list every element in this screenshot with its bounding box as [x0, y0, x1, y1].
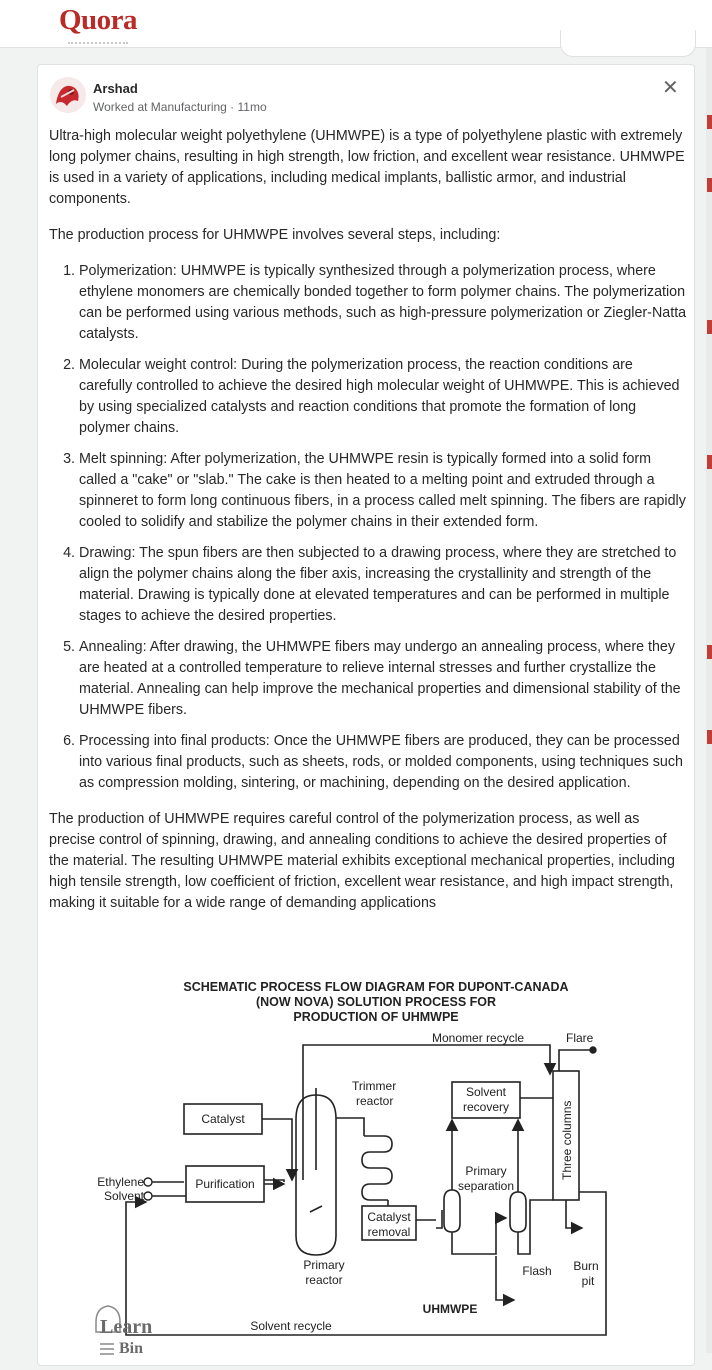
edge-mark	[707, 115, 712, 129]
monomer-recycle-label: Monomer recycle	[432, 1031, 525, 1045]
diagram-title-line: (NOW NOVA) SOLUTION PROCESS FOR	[255, 995, 497, 1009]
burn-pit-label: pit	[581, 1274, 595, 1288]
list-item: 5. Annealing: After drawing, the UHMWPE fibers may undergo an annealing process, where they are heated at a controlled temperature to relieve internal stresses and further crystallize the material. Annealing can help improve the mechanical properties and dimensional stability of the UHMWPE fibers.	[79, 637, 689, 721]
purification-label: Purification	[195, 1177, 255, 1191]
catalyst-removal-label: removal	[367, 1225, 411, 1239]
edge-mark	[707, 455, 712, 469]
primary-separation-label: Primary	[465, 1164, 507, 1178]
list-item: 1. Polymerization: UHMWPE is typically synthesized through a polymerization process, where ethylene monomers are chemically bonded together to form polymer chains. The polymerization can be performed using various methods, such as high-pressure polymerization or Ziegler-Natta catalysts.	[79, 261, 689, 345]
avatar[interactable]	[50, 77, 86, 113]
edge-mark	[707, 178, 712, 192]
right-scroll-edge	[706, 48, 712, 1353]
solvent-recovery-label: recovery	[462, 1100, 510, 1114]
diagram-title-line: SCHEMATIC PROCESS FLOW DIAGRAM FOR DUPONT-CANADA	[183, 980, 569, 994]
learnbin-watermark	[96, 1306, 152, 1357]
author-credential[interactable]: Worked at Manufacturing · 11mo	[93, 100, 267, 114]
author-name[interactable]: Arshad	[93, 81, 138, 96]
top-pill-button[interactable]	[560, 30, 696, 57]
solvent-recovery-label: Solvent	[465, 1085, 507, 1099]
flash-label: Flash	[522, 1264, 552, 1278]
primary-reactor-label: reactor	[305, 1273, 343, 1287]
trimmer-reactor-label: reactor	[356, 1094, 394, 1108]
answer-card	[37, 64, 695, 1366]
edge-mark	[707, 645, 712, 659]
catalyst-label: Catalyst	[201, 1112, 245, 1126]
list-item: 3. Melt spinning: After polymerization, the UHMWPE resin is typically formed into a solid form called a "cake" or "slab." The cake is then heated to a melting point and extruded through a spinneret to form long continuous fibers, in a process called melt spinning. The fibers are rapidly cooled to solidify and stabilize the polymer chains in their extended form.	[79, 449, 689, 533]
process-flow-diagram[interactable]	[66, 970, 666, 1365]
flare-label: Flare	[566, 1031, 594, 1045]
answer-content	[49, 126, 689, 929]
edge-mark	[707, 320, 712, 334]
quora-logo[interactable]: Quora	[59, 4, 138, 36]
intro-paragraph: Ultra-high molecular weight polyethylene (UHMWPE) is a type of polyethylene plastic with extremely long polymer chains, resulting in high strength, low friction, and excellent wear resistance. UHMWPE is used in a variety of applications, including medical implants, ballistic armor, and industrial components.	[49, 128, 685, 207]
solvent-label: Solvent	[103, 1189, 144, 1203]
conclusion-paragraph: The production of UHMWPE requires careful control of the polymerization process, as well as precise control of spinning, drawing, and annealing conditions to achieve the desired properties of the material. The resulting UHMWPE material exhibits exceptional mechanical properties, including high tensile strength, low coefficient of friction, excellent wear resistance, and high impact strength, making it suitable for a wide range of demanding applications	[49, 811, 675, 911]
burn-pit-label: Burn	[573, 1259, 599, 1273]
steps-list	[49, 261, 689, 794]
diagram-title-line: PRODUCTION OF UHMWPE	[293, 1010, 459, 1024]
uhmwpe-product-label: UHMWPE	[422, 1302, 478, 1316]
list-item: 4. Drawing: The spun fibers are then subjected to a drawing process, where they are stretched to align the polymer chains along the fiber axis, increasing the crystallinity and strength of the material. Drawing is typically done at elevated temperatures and can be performed in multiple stages to achieve the desired properties.	[79, 543, 689, 627]
catalyst-removal-label: Catalyst	[367, 1210, 411, 1224]
lead-paragraph: The production process for UHMWPE involves several steps, including:	[49, 227, 501, 243]
three-columns-label: Three columns	[560, 1100, 574, 1180]
edge-mark	[707, 730, 712, 744]
trimmer-reactor-label: Trimmer	[352, 1079, 397, 1093]
list-item: 6. Processing into final products: Once the UHMWPE fibers are produced, they can be processed into various final products, such as sheets, rods, or molded components, using techniques such as compression molding, sintering, or machining, depending on the desired application.	[79, 731, 689, 794]
top-bar	[0, 0, 712, 48]
svg-text:Bin: Bin	[119, 1340, 144, 1357]
close-icon[interactable]: ✕	[662, 77, 679, 99]
ethylene-label: Ethylene	[97, 1175, 144, 1189]
primary-separation-label: separation	[457, 1179, 515, 1193]
list-item: 2. Molecular weight control: During the polymerization process, the reaction conditions are carefully controlled to achieve the desired high molecular weight of UHMWPE. This is achieved by using specialized catalysts and reaction conditions that promote the formation of long polymer chains.	[79, 355, 689, 439]
svg-text:Learn: Learn	[100, 1316, 153, 1338]
faded-text	[68, 36, 128, 44]
solvent-recycle-label: Solvent recycle	[250, 1319, 332, 1333]
primary-reactor-label: Primary	[303, 1258, 345, 1272]
